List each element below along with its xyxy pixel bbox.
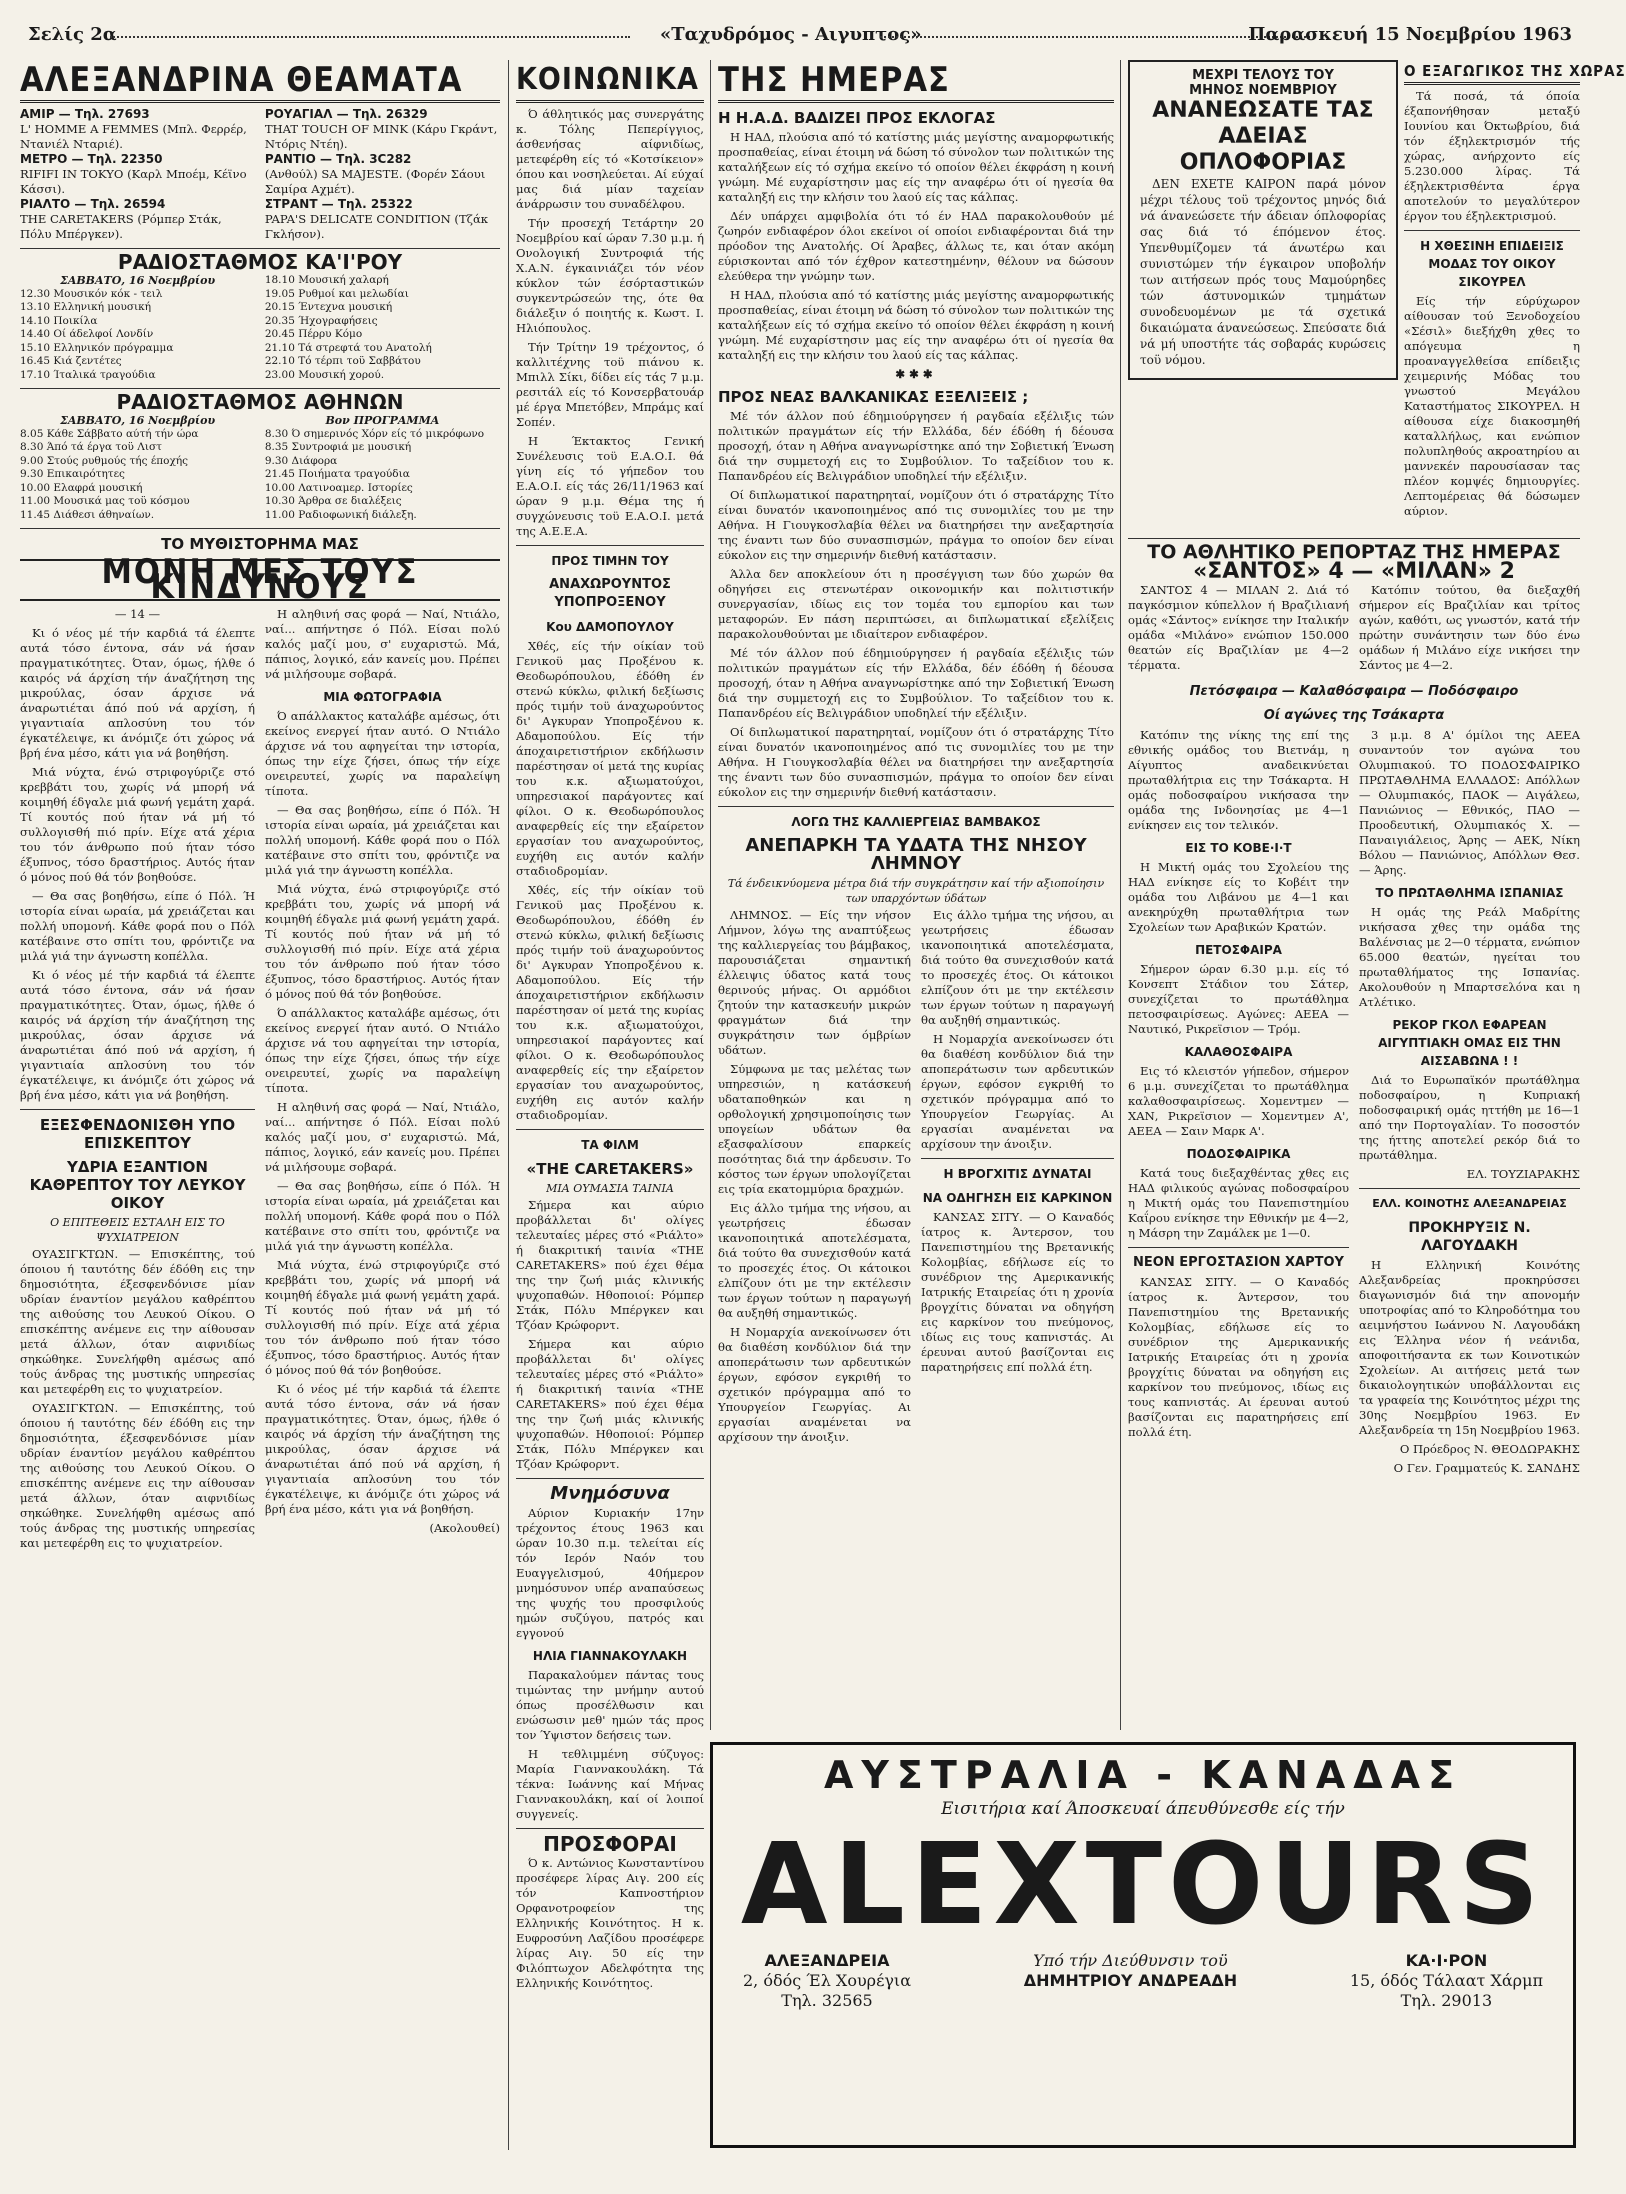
- cinema-list-left: [20, 107, 255, 242]
- community-title: ΠΡΟΚΗΡΥΞΙΣ Ν. ΛΑΓΟΥΔΑΚΗ: [1408, 1220, 1531, 1254]
- cinema-item: ΡΟΥΑΓΙΑΛ — Τηλ. 26329 THAT TOUCH OF MINK (Κάρυ Γκράντ, Ντόρις Ντέη).: [264, 107, 498, 151]
- divider: [20, 388, 500, 389]
- memorial-heading: Μνημόσυνα: [550, 1483, 670, 1504]
- spain-heading: ΤΟ ΠΡΩΤΑΘΛΗΜΑ ΙΣΠΑΝΙΑΣ: [1375, 886, 1564, 900]
- honour-kicker: ΠΡΟΣ ΤΙΜΗΝ ΤΟΥ: [551, 554, 669, 568]
- leave-notice-box: ΜΕΧΡΙ ΤΕΛΟΥΣ ΤΟΥ ΜΗΝΟΣ ΝΟΕΜΒΡΙΟΥ ΑΝΑΝΕΩΣΑΤΕ ΤΑΣ ΑΔΕΙΑΣ ΟΠΛΟΦΟΡΙΑΣ ΔΕΝ ΕΧΕΤΕ ΚΑΙΡΟΝ παρά μόνον μέχρι τέλους τοϋ τρέχοντος μηνός διά νά άνανεώσετε τήν άδειαν όπλοφορίας σας διά τό έπόμενον έτος. Υπενθυμίζομεν τά άνωτέρω και συνιστώμεν τήν έγκαιρον υποβολήν των αιτήσεων πρός τους Μαμούρηδες τών άστυνομικών τμημάτων συνοδευομένων με τά σχετικά δικαιώματα άνανεώσεως. Σπεύσατε διά νά μή υποστήτε τάς σοβαράς κυρώσεις τοϋ νόμου.: [1128, 60, 1398, 380]
- cinema-item: ΣΤΡΑΝΤ — Τηλ. 25322 PAPA'S DELICATE CONDITION (Τζάκ Γκλήσον).: [264, 197, 489, 241]
- novel-title: ΜΟΝΗ ΜΕΣ ΤΟΥΣ ΚΙΝΔΥΝΟΥΣ: [20, 559, 500, 601]
- cancer-title: ΝΑ ΟΔΗΓΗΣΗ ΕΙΣ ΚΑΡΚΙΝΟΝ: [922, 1191, 1113, 1205]
- cinema-listing: [20, 107, 500, 242]
- advert-address-alexandria: ΑΛΕΞΑΝΔΡΕΙΑ 2, όδός Έλ Χουρέγια Τηλ. 32565: [743, 1951, 912, 2010]
- leave-notice-title: ΑΝΑΝΕΩΣΑΤΕ ΤΑΣ ΑΔΕΙΑΣ ΟΠΛΟΦΟΡΙΑΣ: [1152, 98, 1374, 175]
- cinema-item: ΡΑΝΤΙΟ — Τηλ. 3C282 (Ανθούλ) SA MAJESTE. (Φορέν Σάουι Σαμίρα Αχμέτ).: [264, 152, 486, 196]
- divider: [1128, 1247, 1349, 1248]
- alextours-advert: [710, 1742, 1576, 2148]
- kuwait-heading: ΕΙΣ ΤΟ ΚΟΒΕ·Ι·Τ: [1185, 841, 1292, 855]
- elections-title: Η Η.Α.Δ. ΒΑΔΙΖΕΙ ΠΡΟΣ ΕΚΛΟΓΑΣ: [718, 109, 996, 127]
- newspaper-name: «Ταχυδρόμος - Αιγυπτος»: [660, 24, 922, 45]
- advert-tagline: Εισιτήρια καί Άποσκευαί άπευθύνεσθε είς τήν: [941, 1799, 1345, 1819]
- masthead: [20, 12, 1580, 56]
- novel-body: [20, 607, 500, 1555]
- cinema-item: ΜΕΤΡΟ — Τηλ. 22350 RIFIFI IN TOKYO (Καρλ Μποέμ, Κέϊνο Κάσσι).: [20, 152, 247, 196]
- divider: [1128, 538, 1580, 539]
- novel-col-left: — 14 — Κι ό νέος μέ τήν καρδιά τά έλεπτε αυτά τόσο έντονα, σάν νά ήσαν πραγματικότητες. Όταν, όμως, ήλθε ό καιρός νά άρχίση τήν άναζήτηση της μικρούλας, όσαν άρχισε νά άναρωτιέται άπό πού νά αρχίση, ή γιγαντιαία απλοσύνη του τόν έγκατέλειψε, κι άνόμιζε ότι χώρος νά βρή ένα μέσο, κάτι για νά βοηθήση. Μιά νύχτα, ένώ στριφογύριζε στό κρεββάτι του, χωρίς νά μπορή νά κοιμηθή έδγαλε μιά φωνή γεμάτη χαρά. Τί κουτός πού ήταν νά μή τό συλλογισθή πιό πρίν. Είχε ατά χέρια του τόν άνθρωπο πού ήταν τόσο έξυπνος, τόσο δραστήριος. Αυτός ήταν ό μόνος πού θά τόν βοηθούσε. — Θα σας βοηθήσω, είπε ό Πόλ. Ή ιστορία είναι ωραία, μά χρειάζεται και πολλή υπομονή. Κάθε φορά που ο Πόλ κατέβαινε στο σπίτι του, φρόντιζε να μιλά γιά την άγνωστη κοπέλλα. Κι ό νέος μέ τήν καρδιά τά έλεπτε αυτά τόσο έντονα, σάν νά ήσαν πραγματικότητες. Όταν, όμως, ήλθε ό καιρός νά άρχίση τήν άναζήτηση της μικρούλας, όσαν άρχισε νά άναρωτιέται άπό πού νά αρχίση, ή γιγαντιαία απλοσύνη του τόν έγκατέλειψε, κι άνόμιζε ότι χώρος νά βρή ένα μέσο, κάτι για νά βοηθήση. ΕΞΕΣΦΕΝΔΟΝΙΣΘΗ ΥΠΟ ΕΠΙΣΚΕΠΤΟΥ ΥΔΡΙΑ ΕΞΑΝΤΙΟΝ ΚΑΘΡΕΠΤΟΥ ΤΟΥ ΛΕΥΚΟΥ ΟΙΚΟΥ Ο ΕΠΙΤΕΘΕΙΣ ΕΣΤΑΛΗ ΕΙΣ ΤΟ ΨΥΧΙΑΤΡΕΙΟΝ ΟΥΑΣΙΓΚΤΩΝ. — Επισκέπτης, τού όποιου ή ταυτότης δέν έδόθη εις την δημοσιότητα, έξεσφενδόνισε μίαν υδρίαν έναντίον μεγάλου καθρέπτου της αιθούσης του Λευκού Οίκου. Ο επισκέπτης ανέμενε εις την αίθουσαν μετά άλλων, όταν αιφνιδίως σηκώθηκε. Συνελήφθη αμέσως από τούς άνδρας της μυστικής υπηρεσίας και μετεφέρθη εις το ψυχιατρείον. ΟΥΑΣΙΓΚΤΩΝ. — Επισκέπτης, τού όποιου ή ταυτότης δέν έδόθη εις την δημοσιότητα, έξεσφενδόνισε μίαν υδρίαν έναντίον μεγάλου καθρέπτου της αιθούσης του Λευκού Οίκου. Ο επισκέπτης ανέμενε εις την αίθουσαν μετά άλλων, όταν αιφνιδίως σηκώθηκε. Συνελήφθη αμέσως από τούς άνδρας της μυστικής υπηρεσίας και μετεφέρθη εις το ψυχιατρείον.: [20, 607, 255, 1550]
- sports-heading: ΤΟ ΑΘΛΗΤΙΚΟ ΡΕΠΟΡΤΑΖ ΤΗΣ ΗΜΕΡΑΣ: [1147, 541, 1561, 563]
- today-heading: ΤΗΣ ΗΜΕΡΑΣ: [718, 60, 1114, 103]
- masthead-rule-right: [880, 36, 1310, 38]
- theatres-heading: ΑΛΕΞΑΝΔΡΙΝΑ ΘΕΑΜΑΤΑ: [20, 60, 500, 103]
- basketball-heading: ΚΑΛΑΘΟΣΦΑΙΡΑ: [1184, 1045, 1293, 1059]
- social-heading: ΚΟΙΝΩΝΙΚΑ: [516, 60, 704, 103]
- visit-text: ΟΥΑΣΙΓΚΤΩΝ. — Επισκέπτης, τού όποιου ή ταυτότης δέν έδόθη εις την δημοσιότητα, έξεσφενδόνισε μίαν υδρίαν έναντίον μεγάλου καθρέπτου της αιθούσης του Λευκού Οίκου. Ο επισκέπτης ανέμενε εις την αίθουσαν μετά άλλων, όταν αιφνιδίως σηκώθηκε. Συνελήφθη αμέσως από τούς άνδρας της μυστικής υπηρεσίας και μετεφέρθη εις το ψυχιατρείον.: [20, 1247, 255, 1396]
- novel-chapter: — 14 —: [114, 607, 161, 621]
- advert-brand: ALEXTOURS: [740, 1820, 1546, 1950]
- paper-factory-heading: ΝΕΟΝ ΕΡΓΟΣΤΑΣΙΟΝ ΧΑΡΤΟΥ: [1133, 1255, 1344, 1270]
- film-kicker: ΤΑ ΦΙΛΜ: [581, 1138, 639, 1152]
- novel-continued: (Ακολουθεί): [429, 1521, 500, 1535]
- issue-date: Παρασκευή 15 Νοεμβρίου 1963: [1248, 24, 1572, 45]
- exports-heading: Ο ΕΞΑΓΩΓΙΚΟΣ ΤΗΣ ΧΩΡΑΣ: [1404, 60, 1580, 85]
- record-heading: ΡΕΚΟΡ ΓΚΟΛ ΕΦΑΡΕΑΝ ΑΙΓΥΠΤΙΑΚΗ ΟΜΑΣ ΕΙΣ ΤΗΝ ΑΙΣΣΑΒΩΝΑ ! !: [1378, 1018, 1561, 1068]
- radio-cairo-left: ΣΑΒΒΑΤΟ, 16 Νοεμβρίου 12.30 Μουσικόν κόκ - τειλ 13.10 Ελληνική μουσική 14.10 Ποικίλα 14.40 Οί άδελφοί Λονδίν 15.10 Ελληνικόν πρόγραμμα 16.45 Κιά ζεντέτες 17.10 Ίταλικά τραγούδια: [20, 274, 216, 381]
- column-theatres: [20, 60, 500, 2150]
- cinema-item: ΡΙΑΛΤΟ — Τηλ. 26594 THE CARETAKERS (Ρόμπερ Στάκ, Πόλυ Μπέργκεν).: [20, 197, 222, 241]
- offers-heading: ΠΡΟΣΦΟΡΑΙ: [543, 1832, 677, 1856]
- separator-stars: ✱✱✱: [895, 367, 937, 381]
- masthead-rule-left: [110, 36, 630, 38]
- column-today: ΤΗΣ ΗΜΕΡΑΣ Η Η.Α.Δ. ΒΑΔΙΖΕΙ ΠΡΟΣ ΕΚΛΟΓΑΣ Η ΗΑΔ, πλούσια από τό κατίστης μιάς μεγίστης αναμορφωτικής προσπαθείας, είναι έτοιμη νά δώση τό σύνολον των πολιτικών της καταλήξεων είς τό σχήμα εκείνο τό οποίον θέλει έκφράση η κοινή γνώμη. Μέ ευχαρίστησιν μας είς την αναφέρω ότι οί ηγεσία θα καταληξή εις την κλήσιν του λαού είς τας κάλπας. Δέν υπάρχει αμφιβολία ότι τό έν ΗΑΔ παρακολουθούν μέ ζωηρόν ενδιαφέρον όλοι εκείνοι οί οποίοι ενδιαφέρονται διά την πρόοδον της Ανατολής. Οί Άραβες, άλλως τε, και όταν ακόμη εύρισκονται από τόν έχθρον κατεστημένην, θέλουν να δώσουν ελεύθερα την γνώμην των. Η ΗΑΔ, πλούσια από τό κατίστης μιάς μεγίστης αναμορφωτικής προσπαθείας, είναι έτοιμη νά δώση τό σύνολον των πολιτικών της καταλήξεων είς τό σχήμα εκείνο τό οποίον θέλει έκφράση η κοινή γνώμη. Μέ ευχαρίστησιν μας είς την αναφέρω ότι οί ηγεσία θα καταληξή εις την κλήσιν του λαού είς τας κάλπας. ✱✱✱ ΠΡΟΣ ΝΕΑΣ ΒΑΛΚΑΝΙΚΑΣ ΕΞΕΛΙΞΕΙΣ ; Μέ τόν άλλον πού έδημιούργησεν ή ραγδαία εξέλιξις τών πολιτικών πραγμάτων είς τήν Ελλάδα, δέν έδόθη ή δέουσα προσοχή, όταν η Αθήνα αναγνωρίστηκε από την Σοβιετική Ένωση διά την συμμετοχή εις το Συμβούλιον. Το ταξείδιον του κ. Παπανδρέου είς Βελιγράδιον υποδηλεί τήν εξέλιξιν. Οί διπλωματικοί παρατηρηταί, νομίζουν ότι ό στρατάρχης Τίτο είναι δυνατόν ικανοποιημένος από τις συνομιλίες του με την Αθήνα. Η Γιουγκοσλαβία θέλει να διατηρήσει την ανεξαρτησία της έναντι των δύο συνασπισμών, πράγμα το οποίον δεν είναι εύκολον εις την σημερινήν διεθνή κατάστασιν. Άλλα δεν αποκλείουν ότι η προσέγγιση των δύο χωρών θα οδηγήσει εις στενωτέραν οικονομικήν και πολιτιστικήν συνεργασίαν, ιδίως εις τον τομέα του εμπορίου και των μεταφορών. Εν πάση περιπτώσει, αι διπλωματικαί εξελίξεις παρακολουθούνται με ιδιαίτερον ενδιαφέρον. Μέ τόν άλλον πού έδημιούργησεν ή ραγδαία εξέλιξις τών πολιτικών πραγμάτων είς τήν Ελλάδα, δέν έδόθη ή δέουσα προσοχή, όταν η Αθήνα αναγνωρίστηκε από την Σοβιετική Ένωση διά την συμμετοχή εις το Συμβούλιον. Το ταξείδιον του κ. Παπανδρέου είς Βελιγράδιον υποδηλεί τήν εξέλιξιν. Οί διπλωματικοί παρατηρηταί, νομίζουν ότι ό στρατάρχης Τίτο είναι δυνατόν ικανοποιημένος από τις συνομιλίες του με την Αθήνα. Η Γιουγκοσλαβία θέλει να διατηρήσει την ανεξαρτησία της έναντι των δύο συνασπισμών, πράγμα το οποίον δεν είναι εύκολον εις την σημερινήν διεθνή κατάστασιν. ΛΟΓΩ ΤΗΣ ΚΑΛΛΙΕΡΓΕΙΑΣ ΒΑΜΒΑΚΟΣ ΑΝΕΠΑΡΚΗ ΤΑ ΥΔΑΤΑ ΤΗΣ ΝΗΣΟΥ ΛΗΜΝΟΥ Τά ένδεικνύομενα μέτρα διά τήν συγκράτησιν καί τήν αξιοποίησιν των υπαρχόντων ύδάτων ΛΗΜΝΟΣ. — Είς την νήσον Λήμνον, λόγω της αναπτύξεως της καλλιεργείας του βάμβακος, παρουσιάζεται σημαντική έλλειψις ύδατος κατά τους θερινούς μήνας. Οι αρμόδιοι ζητούν την κατασκευήν μικρών φραγμάτων διά την συγκράτησιν των όμβρίων υδάτων. Σύμφωνα με τας μελέτας των υπηρεσιών, η κατάσκευή υδαταποθηκών και η ορθολογική χρησιμοποίησις των υπογείων υδάτων θα εξασφαλίσουν επαρκείς ποσότητας διά την άρδευσιν. Το κόστος των έργων υπολογίζεται εις τρία εκατομμύρια δραχμών. Εις άλλο τμήμα της νήσου, αι γεωτρήσεις έδωσαν ικανοποιητικά αποτελέσματα, διά τούτο θα συνεχισθούν κατά το προσεχές έτος. Οι κάτοικοι ελπίζουν ότι με την εκτέλεσιν των έργων τούτων η παραγωγή θα αυξηθή σημαντικώς. Η Νομαρχία ανεκοίνωσεν ότι θα διαθέση κονδύλιον διά την αποπεράτωσιν των αρδευτικών έργων, εφόσον εγκριθή το σχετικόν πρόγραμμα από το Υπουργείον Γεωργίας. Αι εργασίαι αναμένεται να αρχίσουν την άνοιξιν. Εις άλλο τμήμα της νήσου, αι γεωτρήσεις έδωσαν ικανοποιητικά αποτελέσματα, διά τούτο θα συνεχισθούν κατά το προσεχές έτος. Οι κάτοικοι ελπίζουν ότι με την εκτέλεσιν των έργων τούτων η παραγωγή θα αυξηθή σημαντικώς. Η Νομαρχία ανεκοίνωσεν ότι θα διαθέση κονδύλιον διά την αποπεράτωσιν των αρδευτικών έργων, εφόσον εγκριθή το σχετικόν πρόγραμμα από το Υπουργείον Γεωργίας. Αι εργασίαι αναμένεται να αρχίσουν την άνοιξιν. Η ΒΡΟΓΧΙΤΙΣ ΔΥΝΑΤΑΙ ΝΑ ΟΔΗΓΗΣΗ ΕΙΣ ΚΑΡΚΙΝΟΝ ΚΑΝΣΑΣ ΣΙΤΥ. — Ο Καναδός ίατρος κ. Άντερσον, του Πανεπιστημίου της Βρετανικής Κολομβίας, εδήλωσε είς το συνέδριον της Αμερικανικής Ιατρικής Εταιρείας ότι η χρονία βρογχίτις δύναται να οδηγήση εις καρκίνον του πνεύμονος, ιδίως εις τους καπνιστάς. Αι έρευναι αυτού βασίζονται εις παρατηρήσεις επί πολλά έτη.: [718, 60, 1114, 1730]
- visit-subtitle: Ο ΕΠΙΤΕΘΕΙΣ ΕΣΤΑΛΗ ΕΙΣ ΤΟ ΨΥΧΙΑΤΡΕΙΟΝ: [50, 1216, 225, 1244]
- sports-byline: ΕΛ. ΤΟΥΖΙΑΡΑΚΗΣ: [1466, 1167, 1580, 1181]
- memorial-name: ΗΛΙΑ ΓΙΑΝΝΑΚΟΥΛΑΚΗ: [532, 1649, 688, 1663]
- divider: [718, 806, 1114, 807]
- radio-cairo-right: 18.10 Μουσική χαλαρή 19.05 Ρυθμοί και μελωδίαι 20.15 Έντεχνα μουσική 20.35 Ήχογραφήσεις 20.45 Πέρρυ Κόμο 21.10 Τά στρεφτά του Ανατολή 22.10 Τό τέρπι τοϋ Σαββάτου 23.00 Μουσική χορού.: [264, 274, 432, 381]
- sports-section: ΤΟ ΑΘΛΗΤΙΚΟ ΡΕΠΟΡΤΑΖ ΤΗΣ ΗΜΕΡΑΣ «ΣΑΝΤΟΣ» 4 — «ΜΙΛΑΝ» 2 ΣΑΝΤΟΣ 4 — ΜΙΛΑΝ 2. Διά τό παγκόσμιον κύπελλον ή Βραζιλιανή ομάς «Σάντος» ενίκησε την Ιταλικήν ομάδα «Μιλάνο» ενώπιον 150.000 θεατών είς Βραζιλίαν με 4—2 τέρματα. Κατόπιν τούτου, θα διεξαχθή σήμερον είς Βραζιλίαν και τρίτος αγών, καθότι, ως γνωστόν, κατά τήν πρώτην συνάντησιν των δύο ένω ομάδων ή Μιλάνο είχε νικήσει την Σάντος με 4—2. Πετόσφαιρα — Καλαθόσφαιρα — Ποδόσφαιρο Οί αγώνες της Τσάκαρτα Κατόπιν της νίκης της επί της εθνικής ομάδος του Βιετνάμ, η Αίγυπτος αναδεικνύεται πρωταθλήτρια εις την Τσάκαρτα. Η ομάς ποδοσφαίρου νικήσασα την ομάδα της Ινδονησίας με 4—1 ενίκησεν εις τον τελικόν. ΕΙΣ ΤΟ ΚΟΒΕ·Ι·Τ Η Μικτή ομάς του Σχολείου της ΗΑΔ ενίκησε είς το Κοβέιτ την ομάδα του Λιβάνου με 4—1 και ανεκηρύχθη πρωταθλήτρια των Σχολείων των Αραβικών Κρατών. ΠΕΤΟΣΦΑΙΡΑ Σήμερον ώραν 6.30 μ.μ. είς τό Κονσεπτ Στάδιον του Σάτερ, συνεχίζεται το πρωτάθλημα πετοσφαιρίσεως. Αγώνες: ΑΕΕΑ — Ναυτικό, Ρικρεϊσιον — Τρόμ. ΚΑΛΑΘΟΣΦΑΙΡΑ Εις τό κλειστόν γήπεδον, σήμερον 6 μ.μ. συνεχίζεται το πρωτάθλημα καλαθοσφαιρίσεως. Χομεντμεν — ΧΑΝ, Ρικρεϊσιον — Χομεντμεν Α', ΑΕΕΑ — Σαιν Μαρκ Α'. ΠΟΔΟΣΦΑΙΡΙΚΑ Κατά τους διεξαχθέντας χθες εις ΗΑΔ φιλικούς αγώνας ποδοσφαίρου η Μικτή ομάς του Πανεπιστημίου Καΐρου ενίκησε την Εθνικήν με 4—2, η Μάσρη την Ζαμάλεκ με 1—0. ΝΕΟΝ ΕΡΓΟΣΤΑΣΙΟΝ ΧΑΡΤΟΥ ΚΑΝΣΑΣ ΣΙΤΥ. — Ο Καναδός ίατρος κ. Άντερσον, του Πανεπιστημίου της Βρετανικής Κολομβίας, εδήλωσε είς το συνέδριον της Αμερικανικής Ιατρικής Εταιρείας ότι η χρονία βρογχίτις δύναται να οδηγήση εις καρκίνον του πνεύμονος, ιδίως εις τους καπνιστάς. Αι έρευναι αυτού βασίζονται εις παρατηρήσεις επί πολλά έτη. 3 μ.μ. 8 Α' όμίλοι της ΑΕΕΑ συναντούν τον αγώνα του Ολυμπιακού. ΤΟ ΠΟΔΟΣΦΑΙΡΙΚΟ ΠΡΩΤΑΘΛΗΜΑ ΕΛΛΑΔΟΣ: Απόλλων — Ολυμπιακός, ΠΑΟΚ — Αιγάλεω, Πανιώνιος — Εθνικός, ΠΑΟ — Προοδευτική, Ολυμπιακός Χ. — Παναιγιάλειος, Άρης — ΑΕΚ, Νίκη Βόλου — Πανιώνιος, Απόλλων Θεσ. — Άρης. ΤΟ ΠΡΩΤΑΘΛΗΜΑ ΙΣΠΑΝΙΑΣ Η ομάς της Ρεάλ Μαδρίτης νικήσασα χθες την ομάδα της Βαλένσιας με 2—0 τέρματα, ενώπιον 65.000 θεατών, ηγείται του πρωταθλήματος της Ισπανίας. Ακολουθούν η Μπαρτσελόνα και η Ατλέτικο. ΡΕΚΟΡ ΓΚΟΛ ΕΦΑΡΕΑΝ ΑΙΓΥΠΤΙΑΚΗ ΟΜΑΣ ΕΙΣ ΤΗΝ ΑΙΣΣΑΒΩΝΑ ! ! Διά το Ευρωπαϊκόν πρωτάθλημα ποδοσφαίρου, η Κυπριακή ποδοσφαιρική ομάς ηττήθη με 16—1 από την Πορτογαλίαν. Το ποσοστόν της ήττης αποτελεί ρεκόρ διά το πρωτάθλημα. ΕΛ. ΤΟΥΖΙΑΡΑΚΗΣ ΕΛΛ. ΚΟΙΝΟΤΗΣ ΑΛΕΞΑΝΔΡΕΙΑΣ ΠΡΟΚΗΡΥΞΙΣ Ν. ΛΑΓΟΥΔΑΚΗ Η Ελληνική Κοινότης Αλεξανδρείας προκηρύσσει διαγωνισμόν διά την απονομήν υποτροφίας από το Κληροδότημα του αειμνήστου Ιωάννου Ν. Λαγουδάκη εις Έλληνα νέον ή νεάνιδα, αποφοιτήσαντα εκ των Κοινοτικών Σχολείων. Αι αιτήσεις μετά των δικαιολογητικών υποβάλλονται εις τα γραφεία της Κοινότητος μέχρι της 30ης Νοεμβρίου 1963. Εν Αλεξανδρεία τη 15η Νοεμβρίου 1963. Ο Πρόεδρος Ν. ΘΕΟΔΩΡΑΚΗΣ Ο Γεν. Γραμματεύς Κ. ΣΑΝΔΗΣ: [1128, 532, 1580, 1732]
- sports-score: «ΣΑΝΤΟΣ» 4 — «ΜΙΛΑΝ» 2: [1193, 559, 1515, 584]
- advert-address-cairo: ΚΑ·Ι·ΡΟΝ 15, όδός Τάλαατ Χάρμπ Τηλ. 29013: [1349, 1951, 1543, 2010]
- balkans-title: ΠΡΟΣ ΝΕΑΣ ΒΑΛΚΑΝΙΚΑΣ ΕΞΕΛΙΞΕΙΣ ;: [718, 388, 1029, 406]
- honour-name: Κου ΔΑΜΟΠΟΥΛΟΥ: [546, 620, 674, 634]
- cotton-kicker: ΛΟΓΩ ΤΗΣ ΚΑΛΛΙΕΡΓΕΙΑΣ ΒΑΜΒΑΚΟΣ: [791, 815, 1041, 829]
- cotton-subtitle: Τά ένδεικνύομενα μέτρα διά τήν συγκράτησιν καί τήν αξιοποίησιν των υπαρχόντων ύδάτων: [727, 877, 1105, 905]
- film-subtitle: ΜΙΑ ΟΥΜΑΣΙΑ ΤΑΙΝΙΑ: [546, 1182, 674, 1195]
- divider: [20, 528, 500, 529]
- radio-athens-heading: ΡΑΔΙΟΣΤΑΘΜΟΣ ΑΘΗΝΩΝ: [116, 390, 404, 414]
- page-number: Σελίς 2α: [28, 24, 117, 45]
- honour-title: ΑΝΑΧΩΡΟΥΝΤΟΣ ΥΠΟΠΡΟΞΕΝΟΥ: [549, 577, 671, 610]
- cinema-item: ΑΜΙΡ — Τηλ. 27693 L' HOMME A FEMMES (Μπλ. Φερρέρ, Ντανιέλ Νταριέ).: [20, 107, 247, 151]
- column-rule: [1120, 60, 1121, 1730]
- film-title: «THE CARETAKERS»: [526, 1160, 694, 1178]
- novel-col-right: Η αληθινή σας φορά — Ναί, Ντιάλο, ναί... απήντησε ό Πόλ. Είσαι πολύ καλός μαζί μου, σ' ευχαριστώ. Μά, πάπιος, λογικό, εάν κανείς μου. Πρέπει νά μιλήσουμε σοβαρά. ΜΙΑ ΦΩΤΟΓΡΑΦΙΑ Ό απάλλακτος καταλάβε αμέσως, ότι εκείνος ενεργεί ήταν αυτό. Ο Ντιάλο άρχισε νά του αφηγείται την ιστορία, όπως την είχε ζήσει, όπως τήν είχε ονειρευτεί, χωρίς να παραλείψη τίποτα. — Θα σας βοηθήσω, είπε ό Πόλ. Ή ιστορία είναι ωραία, μά χρειάζεται και πολλή υπομονή. Κάθε φορά που ο Πόλ κατέβαινε στο σπίτι του, φρόντιζε να μιλά γιά την άγνωστη κοπέλλα. Μιά νύχτα, ένώ στριφογύριζε στό κρεββάτι του, χωρίς νά μπορή νά κοιμηθή έδγαλε μιά φωνή γεμάτη χαρά. Τί κουτός πού ήταν νά μή τό συλλογισθή πιό πρίν. Είχε ατά χέρια του τόν άνθρωπο πού ήταν τόσο έξυπνος, τόσο δραστήριος. Αυτός ήταν ό μόνος πού θά τόν βοηθούσε. Ό απάλλακτος καταλάβε αμέσως, ότι εκείνος ενεργεί ήταν αυτό. Ο Ντιάλο άρχισε νά του αφηγείται την ιστορία, όπως την είχε ζήσει, όπως τήν είχε ονειρευτεί, χωρίς να παραλείψη τίποτα. Η αληθινή σας φορά — Ναί, Ντιάλο, ναί... απήντησε ό Πόλ. Είσαι πολύ καλός μαζί μου, σ' ευχαριστώ. Μά, πάπιος, λογικό, εάν κανείς μου. Πρέπει νά μιλήσουμε σοβαρά. — Θα σας βοηθήσω, είπε ό Πόλ. Ή ιστορία είναι ωραία, μά χρειάζεται και πολλή υπομονή. Κάθε φορά που ο Πόλ κατέβαινε στο σπίτι του, φρόντιζε να μιλά γιά την άγνωστη κοπέλλα. Μιά νύχτα, ένώ στριφογύριζε στό κρεββάτι του, χωρίς νά μπορή νά κοιμηθή έδγαλε μιά φωνή γεμάτη χαρά. Τί κουτός πού ήταν νά μή τό συλλογισθή πιό πρίν. Είχε ατά χέρια του τόν άνθρωπο πού ήταν τόσο έξυπνος, τόσο δραστήριος. Αυτός ήταν ό μόνος πού θά τόν βοηθούσε. Κι ό νέος μέ τήν καρδιά τά έλεπτε αυτά τόσο έντονα, σάν νά ήσαν πραγματικότητες. Όταν, όμως, ήλθε ό καιρός νά άρχίση τήν άναζήτηση της μικρούλας, όσαν άρχισε νά άναρωτιέται άπό πού νά αρχίση, ή γιγαντιαία απλοσύνη του τόν έγκατέλειψε, κι άνόμιζε ότι χώρος νά βρή ένα μέσο, κάτι για νά βοηθήση. (Ακολουθεί): [265, 607, 500, 1535]
- visit-kicker: ΕΞΕΣΦΕΝΔΟΝΙΣΘΗ ΥΠΟ ΕΠΙΣΚΕΠΤΟΥ: [39, 1116, 236, 1152]
- divider: [20, 1109, 255, 1110]
- radio-athens-schedule: [20, 414, 500, 522]
- divider: [1404, 230, 1580, 231]
- novel-kicker: ΤΟ ΜΥΘΙΣΤΟΡΗΜΑ ΜΑΣ: [161, 535, 359, 553]
- divider: [516, 1129, 704, 1130]
- advert-addresses: [713, 1951, 1573, 2011]
- column-rule: [508, 60, 509, 2150]
- cancer-kicker: Η ΒΡΟΓΧΙΤΙΣ ΔΥΝΑΤΑΙ: [943, 1167, 1092, 1181]
- newspaper-page: [20, 12, 1626, 2162]
- football-heading: ΠΟΔΟΣΦΑΙΡΙΚΑ: [1186, 1147, 1291, 1161]
- radio-athens-left: ΣΑΒΒΑΤΟ, 16 Νοεμβρίου 8.05 Κάθε Σάββατο αύτή τήν ώρα 8.30 Άπό τά έργα τοϋ Λιστ 9.00 Στούς ρυθμούς τής έποχής 9.30 Επικαιρότητες 10.00 Ελαφρά μουσική 11.00 Μουσικά μας τοϋ κόσμου 11.45 Διάθεσι άθηναίων.: [20, 414, 216, 521]
- radio-cairo-heading: ΡΑΔΙΟΣΤΑΘΜΟΣ ΚΑ'Ι'ΡΟΥ: [117, 250, 403, 274]
- sports-body: Κατόπιν της νίκης της επί της εθνικής ομάδος του Βιετνάμ, η Αίγυπτος αναδεικνύεται πρωταθλήτρια εις την Τσάκαρτα. Η ομάς ποδοσφαίρου νικήσασα την ομάδα της Ινδονησίας με 4—1 ενίκησεν εις τον τελικόν. ΕΙΣ ΤΟ ΚΟΒΕ·Ι·Τ Η Μικτή ομάς του Σχολείου της ΗΑΔ ενίκησε είς το Κοβέιτ την ομάδα του Λιβάνου με 4—1 και ανεκηρύχθη πρωταθλήτρια των Σχολείων των Αραβικών Κρατών. ΠΕΤΟΣΦΑΙΡΑ Σήμερον ώραν 6.30 μ.μ. είς τό Κονσεπτ Στάδιον του Σάτερ, συνεχίζεται το πρωτάθλημα πετοσφαιρίσεως. Αγώνες: ΑΕΕΑ — Ναυτικό, Ρικρεϊσιον — Τρόμ. ΚΑΛΑΘΟΣΦΑΙΡΑ Εις τό κλειστόν γήπεδον, σήμερον 6 μ.μ. συνεχίζεται το πρωτάθλημα καλαθοσφαιρίσεως. Χομεντμεν — ΧΑΝ, Ρικρεϊσιον — Χομεντμεν Α', ΑΕΕΑ — Σαιν Μαρκ Α'. ΠΟΔΟΣΦΑΙΡΙΚΑ Κατά τους διεξαχθέντας χθες εις ΗΑΔ φιλικούς αγώνας ποδοσφαίρου η Μικτή ομάς του Πανεπιστημίου Καΐρου ενίκησε την Εθνικήν με 4—2, η Μάσρη την Ζαμάλεκ με 1—0. ΝΕΟΝ ΕΡΓΟΣΤΑΣΙΟΝ ΧΑΡΤΟΥ ΚΑΝΣΑΣ ΣΙΤΥ. — Ο Καναδός ίατρος κ. Άντερσον, του Πανεπιστημίου της Βρετανικής Κολομβίας, εδήλωσε είς το συνέδριον της Αμερικανικής Ιατρικής Εταιρείας ότι η χρονία βρογχίτις δύναται να οδηγήση εις καρκίνον του πνεύμονος, ιδίως εις τους καπνιστάς. Αι έρευναι αυτού βασίζονται εις παρατηρήσεις επί πολλά έτη. 3 μ.μ. 8 Α' όμίλοι της ΑΕΕΑ συναντούν τον αγώνα του Ολυμπιακού. ΤΟ ΠΟΔΟΣΦΑΙΡΙΚΟ ΠΡΩΤΑΘΛΗΜΑ ΕΛΛΑΔΟΣ: Απόλλων — Ολυμπιακός, ΠΑΟΚ — Αιγάλεω, Πανιώνιος — Εθνικός, ΠΑΟ — Προοδευτική, Ολυμπιακός Χ. — Παναιγιάλειος, Άρης — ΑΕΚ, Νίκη Βόλου — Πανιώνιος, Απόλλων Θεσ. — Άρης. ΤΟ ΠΡΩΤΑΘΛΗΜΑ ΙΣΠΑΝΙΑΣ Η ομάς της Ρεάλ Μαδρίτης νικήσασα χθες την ομάδα της Βαλένσιας με 2—0 τέρματα, ενώπιον 65.000 θεατών, ηγείται του πρωταθλήματος της Ισπανίας. Ακολουθούν η Μπαρτσελόνα και η Ατλέτικο. ΡΕΚΟΡ ΓΚΟΛ ΕΦΑΡΕΑΝ ΑΙΓΥΠΤΙΑΚΗ ΟΜΑΣ ΕΙΣ ΤΗΝ ΑΙΣΣΑΒΩΝΑ ! ! Διά το Ευρωπαϊκόν πρωτάθλημα ποδοσφαίρου, η Κυπριακή ποδοσφαιρική ομάς ηττήθη με 16—1 από την Πορτογαλίαν. Το ποσοστόν της ήττης αποτελεί ρεκόρ διά το πρωτάθλημα. ΕΛ. ΤΟΥΖΙΑΡΑΚΗΣ ΕΛΛ. ΚΟΙΝΟΤΗΣ ΑΛΕΞΑΝΔΡΕΙΑΣ ΠΡΟΚΗΡΥΞΙΣ Ν. ΛΑΓΟΥΔΑΚΗ Η Ελληνική Κοινότης Αλεξανδρείας προκηρύσσει διαγωνισμόν διά την απονομήν υποτροφίας από το Κληροδότημα του αειμνήστου Ιωάννου Ν. Λαγουδάκη εις Έλληνα νέον ή νεάνιδα, αποφοιτήσαντα εκ των Κοινοτικών Σχολείων. Αι αιτήσεις μετά των δικαιολογητικών υποβάλλονται εις τα γραφεία της Κοινότητος μέχρι της 30ης Νοεμβρίου 1963. Εν Αλεξανδρεία τη 15η Νοεμβρίου 1963. Ο Πρόεδρος Ν. ΘΕΟΔΩΡΑΚΗΣ Ο Γεν. Γραμματεύς Κ. ΣΑΝΔΗΣ: [1128, 728, 1580, 1475]
- advert-destinations: ΑΥΣΤΡΑΛΙΑ - ΚΑΝΑΔΑΣ: [823, 1753, 1463, 1797]
- divider: [1359, 1188, 1580, 1189]
- cotton-title: ΑΝΕΠΑΡΚΗ ΤΑ ΥΔΑΤΑ ΤΗΣ ΝΗΣΟΥ ΛΗΜΝΟΥ: [745, 835, 1087, 874]
- divider: [516, 545, 704, 546]
- divider: [20, 248, 500, 249]
- fashion-title: Η ΧΘΕΣΙΝΗ ΕΠΙΔΕΙΞΙΣ ΜΟΔΑΣ ΤΟΥ ΟΙΚΟΥ ΣΙΚΟΥΡΕΛ: [1420, 239, 1564, 289]
- cinema-list-right: [265, 107, 500, 242]
- column-rule: [710, 60, 711, 1730]
- column-social: ΚΟΙΝΩΝΙΚΑ Ό άθλητικός μας συνεργάτης κ. Τόλης Πεπερίγγιος, άσθενήσας αίφνιδίως, μετεφέρθη είς τό «Κοτσίκειον» όπου και νοσηλεύεται. Αί εύχαί μας διά μίαν ταχείαν άνάρρωσιν του συναδέλφου. Τήν προσεχή Τετάρτην 20 Νοεμβρίου καί ώραν 7.30 μ.μ. ή Ονολογική Συντροφιά τής Χ.Α.Ν. έγκαινιάζει τόν νέον κύκλον τών έσόρταστικών συγκεντρώσεών της, ότε θα διάλεξιν ό ποιητής κ. Κωστ. Ι. Ηλιόπουλος. Τήν Τρίτην 19 τρέχοντος, ό καλλιτέχνης τοϋ πιάνου κ. Μπιλλ Σίκι, δίδει είς τάς 7 μ.μ. ρεσιτάλ είς τό Κονσερβατουάρ μέ έργα Μπετόβεν, Μπράμς καί Σοπέν. Η Έκτακτος Γενική Συνέλευσις τοϋ Ε.Α.Ο.Ι. θά γίνη είς τό γήπεδον του Ε.Α.Ο.Ι. είς τάς 26/11/1963 καί ώραν 9 μ.μ. Θέμα της ή συγχώνευσις τοϋ Ε.Α.Ο.Ι. μετά της Α.Ε.Ε.Α. ΠΡΟΣ ΤΙΜΗΝ ΤΟΥ ΑΝΑΧΩΡΟΥΝΤΟΣ ΥΠΟΠΡΟΞΕΝΟΥ Κου ΔΑΜΟΠΟΥΛΟΥ Χθές, είς τήν οίκίαν τοϋ Γενικοϋ μας Προξένου κ. Θεοδωρόπουλου, έδόθη έν στενώ κύκλω, φιλική δεξίωσις πρός τιμήν τοϋ άναχωρούντος δι' Αγκυραν Υποπροξένου κ. Αδαμοπούλου. Είς τήν άποχαιρετιστήριον εκδήλωσιν παρέστησαν οί μετά της κυρίας του κ.κ. αξιωματούχοι, υπηρεσιακοί παράγοντες καί φίλοι. Ο κ. Θεοδωρόπουλος αναφερθείς είς την εξαίρετον εργασίαν του αναχωρούντος, ευχήθη εις αυτόν καλήν σταδιοδρομίαν. Χθές, είς τήν οίκίαν τοϋ Γενικοϋ μας Προξένου κ. Θεοδωρόπουλου, έδόθη έν στενώ κύκλω, φιλική δεξίωσις πρός τιμήν τοϋ άναχωρούντος δι' Αγκυραν Υποπροξένου κ. Αδαμοπούλου. Είς τήν άποχαιρετιστήριον εκδήλωσιν παρέστησαν οί μετά της κυρίας του κ.κ. αξιωματούχοι, υπηρεσιακοί παράγοντες καί φίλοι. Ο κ. Θεοδωρόπουλος αναφερθείς είς την εξαίρετον εργασίαν του αναχωρούντος, ευχήθη εις αυτόν καλήν σταδιοδρομίαν. ΤΑ ΦΙΛΜ «THE CARETAKERS» ΜΙΑ ΟΥΜΑΣΙΑ ΤΑΙΝΙΑ Σήμερα και αύριο προβάλλεται δι' ολίγες τελευταίες μέρες στό «Ριάλτο» ή διακριτική ταινία «THE CARETAKERS» πού έχει θέμα της την ζωή μιάς κλινικής ψυχοπαθών. Ηθοποιοί: Ρόμπερ Στάκ, Πόλυ Μπέργκεν και Τζόαν Κρώφορντ. Σήμερα και αύριο προβάλλεται δι' ολίγες τελευταίες μέρες στό «Ριάλτο» ή διακριτική ταινία «THE CARETAKERS» πού έχει θέμα της την ζωή μιάς κλινικής ψυχοπαθών. Ηθοποιοί: Ρόμπερ Στάκ, Πόλυ Μπέργκεν και Τζόαν Κρώφορντ. Μνημόσυνα Αύριον Κυριακήν 17ην τρέχοντος έτους 1963 και ώραν 10.30 π.μ. τελείται είς τόν Ιερόν Ναόν του Ευαγγελισμού, 40ήμερον μνημόσυνον υπέρ αναπαύσεως της ψυχής του προσφιλούς ημών συζύγου, πατρός και εγγονού ΗΛΙΑ ΓΙΑΝΝΑΚΟΥΛΑΚΗ Παρακαλούμεν πάντας τους τιμώντας την μνήμην αυτού όπως προσέλθωσιν και ενώσωσιν μεθ' ημών τάς προς τον Ύψιστον δεήσεις των. Η τεθλιμμένη σύζυγος: Μαρία Γιαννακουλάκη. Τά τέκνα: Ιωάννης καί Μήνας Γιαννακουλάκη, καί οί λοιποί συγγενείς. ΠΡΟΣΦΟΡΑΙ Ό κ. Αντώνιος Κωνσταντίνου προσέφερε λίρας Αιγ. 200 είς τόν Καπνοστήριον Ορφανοτροφείον της Ελληνικής Κοινότητος. Η κ. Ευφροσύνη Λαζίδου προσέφερε λίρας Αιγ. 50 είς την Φιλόπτωχον Αδελφότητα της Ελληνικής Κοινότητος.: [516, 62, 704, 1990]
- advert-director: Υπό τήν Διεύθυνσιν τοϋ ΔΗΜΗΤΡΙΟΥ ΑΝΔΡΕΑΔΗ: [1023, 1951, 1238, 1990]
- column-exports: Ο ΕΞΑΓΩΓΙΚΟΣ ΤΗΣ ΧΩΡΑΣ Τά ποσά, τά όποία έξαπονήθησαν μεταξύ Ιουνίου και Όκτωβρίου, διά τόν έξηλεκτρισμόν τής χώρας, ανήρχοντο είς 5.230.000 λίρας. Τά έξηλεκτρισθέντα έργα αποτελούν το μεγαλύτερον έργον του έξηλεκτρισμού. Η ΧΘΕΣΙΝΗ ΕΠΙΔΕΙΞΙΣ ΜΟΔΑΣ ΤΟΥ ΟΙΚΟΥ ΣΙΚΟΥΡΕΛ Είς τήν εύρύχωρον αίθουσαν τού Ξενοδοχείου «Σέσιλ» διεξήχθη χθες το απόγευμα η προαναγγελθείσα επίδειξις χειμερινής Μόδας του γνωστού Μεγάλου Καταστήματος ΣΙΚΟΥΡΕΛ. Η αίθουσα είχε διακοσμηθή καταλλήλως, και ενώπιον πολυπληθούς ακροατηρίου αι μαννεκέν παρουσίασαν τας πλέον κομψές δημιουργίες. Λεπτομέρειας θά δώσωμεν αύριον.: [1404, 62, 1626, 518]
- sports-subhead-2: Οί αγώνες της Τσάκαρτα: [1263, 708, 1445, 723]
- novel-subhead: ΜΙΑ ΦΩΤΟΓΡΑΦΙΑ: [323, 690, 442, 704]
- community-kicker: ΕΛΛ. ΚΟΙΝΟΤΗΣ ΑΛΕΞΑΝΔΡΕΙΑΣ: [1372, 1197, 1567, 1210]
- volleyball-heading: ΠΕΤΟΣΦΑΙΡΑ: [1195, 943, 1282, 957]
- radio-cairo-schedule: [20, 274, 500, 382]
- radio-athens-right: Βον ΠΡΟΓΡΑΜΜΑ 8.30 Ό σημερινός Χόρν είς τό μικρόφωνο 8.35 Συντροφιά με μουσική 9.30 Διάφορα 21.45 Ποιήματα τραγούδια 10.00 Λατινοαμερ. Ιστορίες 10.30 Άρθρα σε διαλέξεις 11.00 Ραδιοφωνική διάλεξη.: [264, 414, 485, 521]
- cotton-body: ΛΗΜΝΟΣ. — Είς την νήσον Λήμνον, λόγω της αναπτύξεως της καλλιεργείας του βάμβακος, παρουσιάζεται σημαντική έλλειψις ύδατος κατά τους θερινούς μήνας. Οι αρμόδιοι ζητούν την κατασκευήν μικρών φραγμάτων διά την συγκράτησιν των όμβρίων υδάτων. Σύμφωνα με τας μελέτας των υπηρεσιών, η κατάσκευή υδαταποθηκών και η ορθολογική χρησιμοποίησις των υπογείων υδάτων θα εξασφαλίσουν επαρκείς ποσότητας διά την άρδευσιν. Το κόστος των έργων υπολογίζεται εις τρία εκατομμύρια δραχμών. Εις άλλο τμήμα της νήσου, αι γεωτρήσεις έδωσαν ικανοποιητικά αποτελέσματα, διά τούτο θα συνεχισθούν κατά το προσεχές έτος. Οι κάτοικοι ελπίζουν ότι με την εκτέλεσιν των έργων τούτων η παραγωγή θα αυξηθή σημαντικώς. Η Νομαρχία ανεκοίνωσεν ότι θα διαθέση κονδύλιον διά την αποπεράτωσιν των αρδευτικών έργων, εφόσον εγκριθή το σχετικόν πρόγραμμα από το Υπουργείον Γεωργίας. Αι εργασίαι αναμένεται να αρχίσουν την άνοιξιν. Εις άλλο τμήμα της νήσου, αι γεωτρήσεις έδωσαν ικανοποιητικά αποτελέσματα, διά τούτο θα συνεχισθούν κατά το προσεχές έτος. Οι κάτοικοι ελπίζουν ότι με την εκτέλεσιν των έργων τούτων η παραγωγή θα αυξηθή σημαντικώς. Η Νομαρχία ανεκοίνωσεν ότι θα διαθέση κονδύλιον διά την αποπεράτωσιν των αρδευτικών έργων, εφόσον εγκριθή το σχετικόν πρόγραμμα από το Υπουργείον Γεωργίας. Αι εργασίαι αναμένεται να αρχίσουν την άνοιξιν. Η ΒΡΟΓΧΙΤΙΣ ΔΥΝΑΤΑΙ ΝΑ ΟΔΗΓΗΣΗ ΕΙΣ ΚΑΡΚΙΝΟΝ ΚΑΝΣΑΣ ΣΙΤΥ. — Ο Καναδός ίατρος κ. Άντερσον, του Πανεπιστημίου της Βρετανικής Κολομβίας, εδήλωσε είς το συνέδριον της Αμερικανικής Ιατρικής Εταιρείας ότι η χρονία βρογχίτις δύναται να οδηγήση εις καρκίνον του πνεύμονος, ιδίως εις τους καπνιστάς. Αι έρευναι αυτού βασίζονται εις παρατηρήσεις επί πολλά έτη.: [718, 908, 1114, 1444]
- divider: [516, 1478, 704, 1479]
- divider: [921, 1158, 1114, 1159]
- divider: [516, 1828, 704, 1829]
- visit-title: ΥΔΡΙΑ ΕΞΑΝΤΙΟΝ ΚΑΘΡΕΠΤΟΥ ΤΟΥ ΛΕΥΚΟΥ ΟΙΚΟΥ: [29, 1158, 246, 1212]
- sports-subhead: Πετόσφαιρα — Καλαθόσφαιρα — Ποδόσφαιρο: [1189, 684, 1519, 699]
